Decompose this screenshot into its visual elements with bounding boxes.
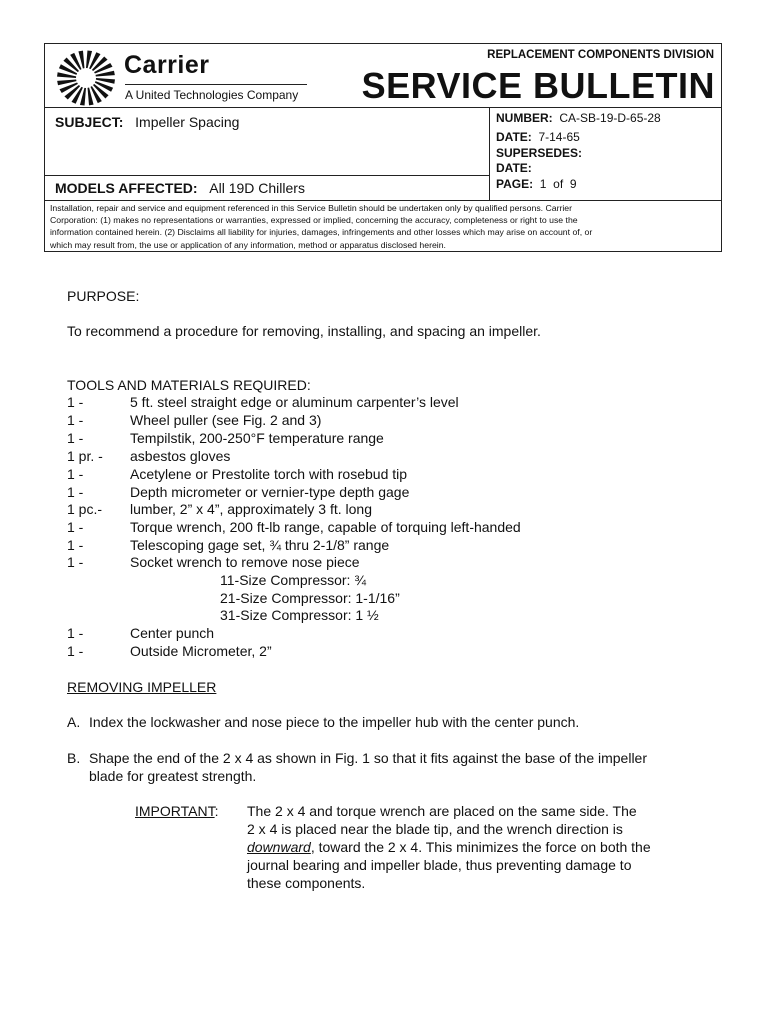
number-value: CA-SB-19-D-65-28 <box>559 111 661 125</box>
brand-name: Carrier <box>124 51 210 79</box>
socket-size: 11-Size Compressor: ¾ <box>220 572 367 588</box>
header-divider <box>45 175 489 176</box>
tools-heading: TOOLS AND MATERIALS REQUIRED: <box>67 377 311 393</box>
tool-desc: Outside Micrometer, 2” <box>130 643 272 659</box>
page-of: of <box>553 177 564 191</box>
tool-qty: 1 - <box>67 430 84 446</box>
important-text: The 2 x 4 and torque wrench are placed on the same side. The <box>247 803 637 819</box>
number-label: NUMBER: <box>496 111 553 125</box>
important-label: IMPORTANT <box>135 803 215 819</box>
socket-size: 21-Size Compressor: 1-1/16” <box>220 590 400 606</box>
page-total: 9 <box>569 177 577 191</box>
page-label: PAGE: <box>496 177 534 191</box>
date-row <box>496 130 580 144</box>
step-letter: A. <box>67 714 81 730</box>
important-text-row <box>247 839 651 855</box>
document-type: SERVICE BULLETIN <box>361 65 715 106</box>
tool-qty: 1 - <box>67 625 84 641</box>
important-emphasis: downward <box>247 839 311 855</box>
supersedes-row <box>496 146 582 160</box>
tool-desc: Acetylene or Prestolite torch with rosebud tip <box>130 466 408 482</box>
tool-qty: 1 pc.- <box>67 501 103 517</box>
tool-desc: 5 ft. steel straight edge or aluminum carpenter’s level <box>130 394 459 410</box>
disclaimer-line: information contained herein. (2) Disclaims all liability for injuries, damages, infringements and other losses which may arise on account of, or <box>50 227 593 238</box>
tool-qty: 1 - <box>67 537 84 553</box>
tool-qty: 1 - <box>67 643 84 659</box>
tool-desc: Torque wrench, 200 ft-lb range, capable of torquing left-handed <box>130 519 521 535</box>
disclaimer-line: Installation, repair and service and equipment referenced in this Service Bulletin should be undertaken only by qualified persons. Carrier <box>50 203 573 213</box>
important-label-row <box>135 803 219 819</box>
division-label: REPLACEMENT COMPONENTS DIVISION <box>487 49 714 61</box>
date-value: 7-14-65 <box>538 130 580 144</box>
tool-desc: Telescoping gage set, ¾ thru 2-1/8” range <box>130 537 390 553</box>
subject-value: Impeller Spacing <box>135 114 240 130</box>
socket-size: 31-Size Compressor: 1 ½ <box>220 607 379 623</box>
disclaimer <box>50 202 710 251</box>
tool-desc: Tempilstik, 200-250°F temperature range <box>130 430 384 446</box>
tool-qty: 1 - <box>67 519 84 535</box>
removing-heading: REMOVING IMPELLER <box>67 679 217 695</box>
bulletin-header <box>44 43 722 252</box>
models-label: MODELS AFFECTED: <box>55 180 198 196</box>
purpose-heading: PURPOSE: <box>67 288 140 304</box>
brand-rule <box>125 84 307 85</box>
tool-desc: lumber, 2” x 4”, approximately 3 ft. long <box>130 501 372 517</box>
tool-qty: 1 pr. - <box>67 448 103 464</box>
important-text: 2 x 4 is placed near the blade tip, and the wrench direction is <box>247 821 623 837</box>
step-b-text: Shape the end of the 2 x 4 as shown in Fig. 1 so that it fits against the base of the impeller <box>89 750 648 766</box>
page-number: 1 <box>539 177 547 191</box>
tool-qty: 1 - <box>67 466 84 482</box>
important-colon: : <box>214 803 219 819</box>
subject-row <box>55 114 239 130</box>
tool-desc: Depth micrometer or vernier-type depth gage <box>130 484 410 500</box>
tool-qty: 1 - <box>67 394 84 410</box>
header-divider <box>489 107 490 200</box>
tool-desc: asbestos gloves <box>130 448 231 464</box>
disclaimer-line: Corporation: (1) makes no representations or warranties, expressed or implied, concerning the accuracy, completeness or right to use the <box>50 215 578 226</box>
supersedes-date-row <box>496 161 532 175</box>
important-text: these components. <box>247 875 366 891</box>
important-text: journal bearing and impeller blade, thus preventing damage to <box>247 857 632 873</box>
page-row <box>496 177 577 191</box>
important-text: , toward the 2 x 4. This minimizes the force on both the <box>310 839 651 855</box>
subject-label: SUBJECT: <box>55 114 124 130</box>
tool-qty: 1 - <box>67 554 84 570</box>
tool-desc: Center punch <box>130 625 215 641</box>
carrier-logo-icon <box>54 48 118 108</box>
number-row <box>496 111 661 125</box>
header-divider <box>45 107 721 108</box>
tool-qty: 1 - <box>67 484 84 500</box>
tool-desc: Wheel puller (see Fig. 2 and 3) <box>130 412 322 428</box>
brand-subtitle: A United Technologies Company <box>125 88 299 102</box>
tool-qty: 1 - <box>67 412 84 428</box>
date-label: DATE: <box>496 130 532 144</box>
tool-desc: Socket wrench to remove nose piece <box>130 554 360 570</box>
models-row <box>55 180 305 196</box>
disclaimer-line: which may result from, the use or application of any information, method or apparatus disclosed herein. <box>50 239 446 250</box>
purpose-text: To recommend a procedure for removing, installing, and spacing an impeller. <box>67 323 541 339</box>
step-a-text: Index the lockwasher and nose piece to the impeller hub with the center punch. <box>89 714 580 730</box>
header-divider <box>45 200 721 201</box>
step-letter: B. <box>67 750 81 766</box>
supersedes-date-label: DATE: <box>496 161 532 175</box>
step-b-text: blade for greatest strength. <box>89 768 257 784</box>
supersedes-label: SUPERSEDES: <box>496 146 583 160</box>
models-value: All 19D Chillers <box>209 180 305 196</box>
